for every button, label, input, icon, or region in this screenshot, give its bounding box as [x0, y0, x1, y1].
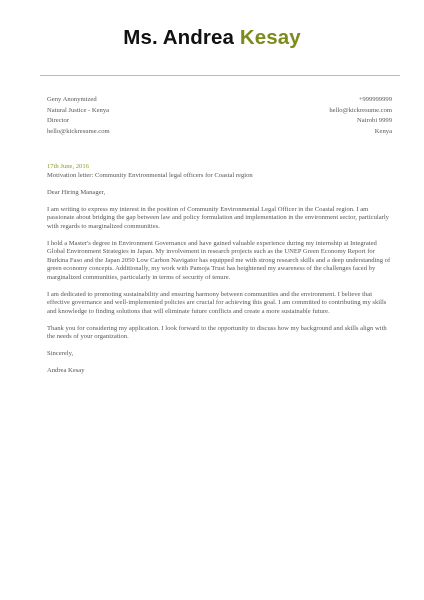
recipient-email[interactable]: hello@kickresume.com: [47, 127, 110, 135]
letter-subject: Motivation letter: Community Environmental legal officers for Coastal region: [47, 171, 253, 179]
letter-paragraph: I hold a Master's degree in Environment Governance and have gained valuable experience during my internship at Integrated Global Environment Strategies in Japan. My involvement in research projects such as the UNEP Green Economy Report for Burkina Faso and the Japan 2050 Low Carbon Navigator has equipped me with strong research skills and a deep understanding of green economy concepts. Additionally, my work with Pamoja Trust has heightened my awareness of the challenges faced by marginalized communities, particularly in terms of security of tenure.: [47, 239, 391, 281]
recipient-name: Geny Anonymized: [47, 96, 97, 103]
recipient-organization: Natural Justice - Kenya: [47, 106, 110, 114]
letter-signature: Andrea Kesay: [47, 367, 85, 374]
name-prefix: Ms. Andrea: [123, 26, 235, 49]
recipient-block: [47, 95, 110, 137]
letter-date: 17th June, 2016: [47, 163, 89, 170]
sender-email[interactable]: hello@kickresume.com: [329, 106, 392, 114]
letter-body: [47, 163, 393, 376]
letter-greeting: Dear Hiring Manager,: [47, 188, 106, 196]
sender-block: [329, 95, 392, 137]
letter-paragraph: I am writing to express my interest in the position of Community Environmental Legal Officer in the Coastal region. I am passionate about bridging the gap between law and policy formulation and implementation in the environment sector, particularly with regards to marginalized communities.: [47, 205, 389, 230]
letter-paragraph: Thank you for considering my application. I look forward to the opportunity to discuss how my background and skills align with the needs of your organization.: [47, 324, 387, 340]
sender-country: Kenya: [374, 127, 392, 135]
name-last: Kesay: [239, 26, 301, 49]
header-divider: [40, 75, 400, 76]
letter-paragraph: I am dedicated to promoting sustainability and ensuring harmony between communities and the environment. I believe that effective governance and well-implemented policies are crucial for achieving this goal. I am committed to contributing my skills and knowledge to finding solutions that will eliminate future conflicts and create a more sustainable future.: [47, 290, 387, 315]
sender-phone: +999999999: [358, 96, 392, 103]
sender-address: Nairobi 9999: [357, 117, 392, 124]
letter-closing: Sincerely,: [47, 350, 74, 357]
recipient-role: Director: [47, 117, 69, 124]
page-title: [0, 26, 424, 50]
